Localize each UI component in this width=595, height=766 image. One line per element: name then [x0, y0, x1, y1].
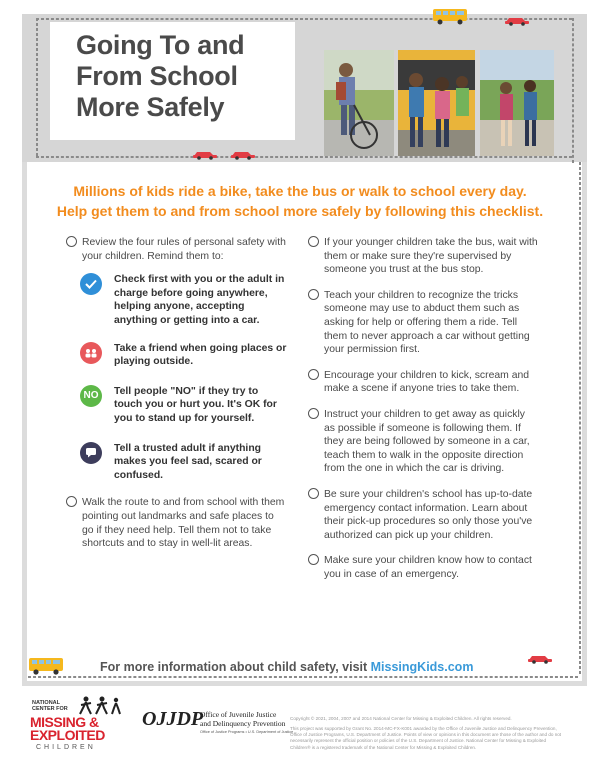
checklist-item: [308, 554, 538, 581]
checklist-item: [66, 236, 288, 263]
checklist-right-column: [308, 236, 538, 592]
ojjdp-logo-sub: Office of Justice Programs • U.S. Department of Justice: [200, 730, 294, 734]
title-line: More Safely: [76, 92, 225, 122]
friends-icon: [80, 342, 102, 364]
checklist-item-text: Make sure your children know how to contact you in case of an emergency.: [324, 555, 532, 580]
checkbox-circle[interactable]: [308, 554, 319, 565]
checkbox-circle[interactable]: [308, 236, 319, 247]
road-dash-bottom: [28, 676, 578, 678]
checklist-item: [308, 289, 538, 357]
car-icon: [504, 15, 530, 26]
safety-rule: [80, 342, 288, 369]
checkbox-circle[interactable]: [308, 408, 319, 419]
check-icon: [80, 273, 102, 295]
checklist-left-column: [66, 236, 288, 562]
checklist-item-text: Review the four rules of personal safety with your children. Remind them to:: [82, 237, 286, 262]
missingkids-link[interactable]: MissingKids.com: [370, 660, 474, 674]
checklist-item-text: Teach your children to recognize the tricks someone may use to abduct them such as asking for help or offering them a ride. Tell them to never approach a car without getting your permission first.: [324, 289, 530, 356]
checklist-item-text: Walk the route to and from school with them pointing out landmarks and safe places to go if they need help. Tell them not to take shortcuts and to stay in well-lit areas.: [82, 497, 285, 550]
checkbox-circle[interactable]: [308, 289, 319, 300]
grant-disclaimer-text: This project was supported by Grant No. 2014-MC-FX-K001 awarded by the Office of Juvenile Justice and Delinquency Prevention, Office of Justice Programs, U.S. Department of Justice. Points of view or opinions in this document are those of the author and do not necessarily represent the official position or policies of the U.S. Department of Justice. National Center for Missing & Exploited Children® is a registered trademark of the National Center for Missing & Exploited Children.: [290, 726, 562, 750]
ojjdp-logo-mark: OJJDP: [142, 708, 204, 730]
car-icon: [527, 653, 553, 664]
school-bus-icon: [28, 657, 64, 676]
copyright-text: Copyright © 2021, 2004, 2007 and 2014 National Center for Missing & Exploited Children. All rights reserved.: [290, 716, 512, 721]
speech-icon: [80, 442, 102, 464]
car-icon: [230, 149, 256, 160]
ncmec-logo: [28, 696, 128, 758]
road-dash-top: [36, 18, 572, 20]
footer-info-text: For more information about child safety, visit: [100, 660, 371, 674]
logos-bar: [0, 690, 595, 766]
safety-rule-text: Check first with you or the adult in charge before going anywhere, helping anyone, accepting anything or getting into a car.: [114, 274, 285, 326]
tagline: [30, 181, 570, 221]
checklist-item-text: Encourage your children to kick, scream and make a scene if anyone tries to take them.: [324, 369, 530, 395]
page-title: [76, 30, 291, 123]
ojjdp-logo: [142, 708, 294, 748]
checklist-item-text: Be sure your children's school has up-to-date emergency contact information. Learn about their pick-up procedures so only those you've authorized can pick up your children.: [324, 488, 533, 541]
footer-info: [100, 660, 473, 674]
photo-walking-kids: [480, 50, 554, 156]
school-bus-icon: [432, 8, 468, 25]
checklist-item: [308, 408, 538, 476]
photo-bike-kid: [324, 50, 394, 156]
road-dash-mid: [36, 156, 572, 158]
tagline-line: Millions of kids ride a bike, take the bus or walk to school every day.: [73, 183, 527, 199]
road-dash-left: [36, 18, 38, 156]
safety-rule: [80, 273, 288, 327]
car-icon: [192, 149, 218, 160]
checklist-item: [308, 236, 538, 277]
checkbox-circle[interactable]: [66, 496, 77, 507]
safety-rule-text: Tell people "NO" if they try to touch you or hurt you. It's OK for you to stand up for yourself.: [114, 385, 277, 424]
safety-rule: [80, 442, 288, 483]
running-kids-icon: [78, 696, 122, 716]
checklist-item-text: If your younger children take the bus, wait with them or make sure they're supervised by someone you trust at the bus stop.: [324, 237, 538, 276]
checklist-item-text: Instruct your children to get away as quickly as possible if someone is following them. If they are being followed by someone in a car, teach them to walk in the opposite direction from the one in which the car is driving.: [324, 408, 530, 475]
safety-rule-text: Take a friend when going places or playing outside.: [114, 342, 287, 368]
ojjdp-logo-name: and Delinquency Prevention: [200, 719, 286, 728]
road-dash-right: [572, 18, 574, 163]
title-line: From School: [76, 61, 238, 91]
checklist-item: [308, 488, 538, 542]
ncmec-logo-small-text: NATIONAL CENTER FOR: [32, 700, 68, 712]
road-dash-right-side: [579, 162, 581, 674]
ncmec-logo-sub-text: CHILDREN: [36, 744, 96, 751]
no-icon: NO: [80, 385, 102, 407]
tagline-line: Help get them to and from school more safely by following this checklist.: [56, 203, 544, 219]
ojjdp-logo-name: Office of Juvenile Justice: [200, 710, 277, 719]
ncmec-logo-main-text: EXPLOITED: [30, 727, 105, 743]
ncmec-logo-main-text: MISSING &: [30, 714, 99, 730]
checkbox-circle[interactable]: [66, 236, 77, 247]
photo-bus-kids: [398, 50, 475, 156]
checklist-item: [308, 369, 538, 396]
title-line: Going To and: [76, 30, 245, 60]
safety-rule-text: Tell a trusted adult if anything makes you feel sad, scared or confused.: [114, 442, 262, 481]
checkbox-circle[interactable]: [308, 369, 319, 380]
checkbox-circle[interactable]: [308, 488, 319, 499]
checklist-item: [66, 496, 288, 550]
safety-rule: [80, 385, 288, 426]
